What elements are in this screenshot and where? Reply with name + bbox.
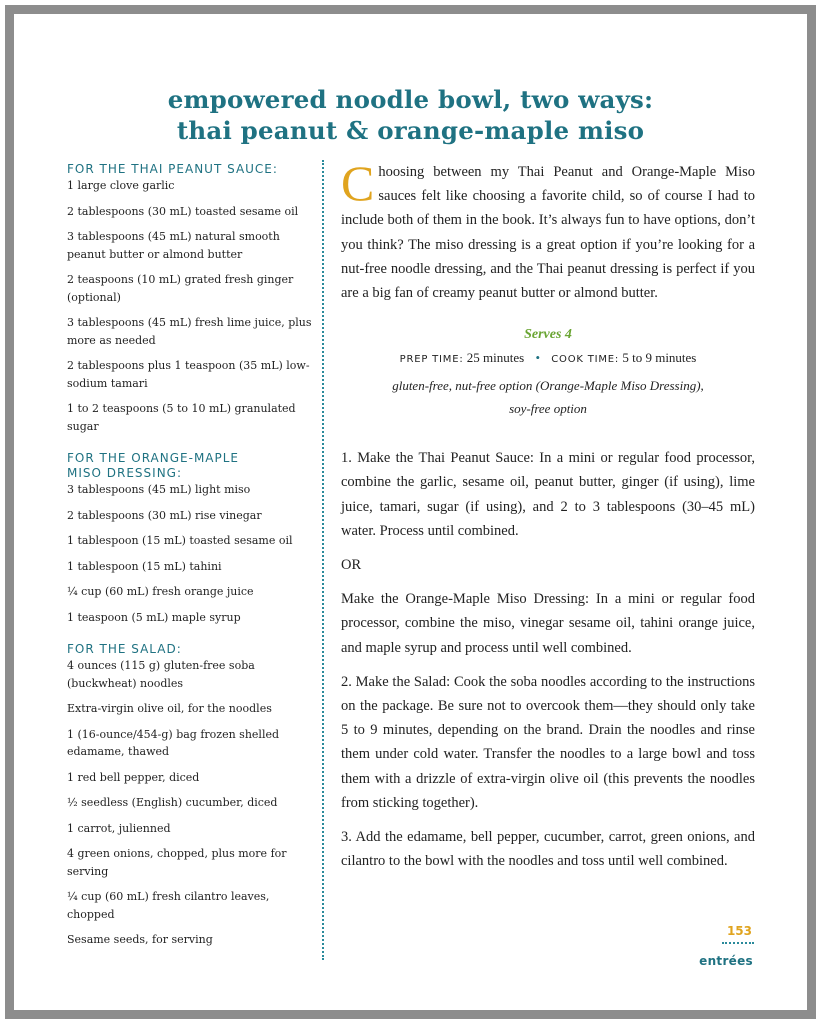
diet-info-line1: gluten-free, nut-free option (Orange-Maple Miso Dressing),	[392, 378, 704, 394]
ingredient-item: 3 tablespoons (45 mL) fresh lime juice, plus more as needed	[67, 316, 312, 347]
miso-heading-line2: MISO DRESSING:	[67, 466, 183, 480]
ingredient-item: 1 teaspoon (5 mL) maple syrup	[67, 610, 241, 624]
ingredient-item: 2 tablespoons plus 1 teaspoon (35 mL) low-sodium tamari	[67, 359, 310, 390]
page-number: 153	[726, 924, 752, 938]
bullet-separator: •	[535, 350, 540, 366]
ingredient-item: 1 carrot, julienned	[67, 821, 171, 835]
prep-time-label: PREP TIME:	[399, 354, 464, 366]
intro-paragraph	[341, 155, 755, 305]
directions-column	[341, 155, 755, 873]
ingredient-item: 3 tablespoons (45 mL) light miso	[67, 483, 251, 496]
step-3: 3. Add the edamame, bell pepper, cucumber, carrot, green onions, and cilantro to the bowl with the noodles and toss until well combined.	[341, 829, 755, 870]
ingredient-item: 1 (16-ounce/454-g) bag frozen shelled edamame, thawed	[67, 727, 280, 758]
time-info	[341, 349, 755, 369]
step-2: 2. Make the Salad: Cook the soba noodles according to the instructions on the package. Be sure not to overcook them—they should only take 5 to 9 minutes, depending on the brand. Drain the noodles and rinse them under cold water. Transfer the noodles to a large bowl and toss them with a drizzle of extra-virgin olive oil (this prevents the noodles from sticking together).	[341, 673, 755, 811]
salad-heading: FOR THE SALAD:	[67, 642, 182, 656]
sauce-ingredient-list	[67, 177, 315, 435]
sauce-heading: FOR THE THAI PEANUT SAUCE:	[67, 162, 278, 176]
miso-heading	[67, 451, 315, 481]
salad-ingredient-list	[67, 657, 315, 949]
recipe-title-line1: empowered noodle bowl, two ways:	[167, 85, 654, 114]
step-1b: Make the Orange-Maple Miso Dressing: In a mini or regular food processor, combine the miso, vinegar sesame oil, tahini orange juice, and maple syrup and process until well combined.	[341, 591, 755, 656]
cook-time-value: 5 to 9 minutes	[622, 350, 697, 366]
ingredient-item: 3 tablespoons (45 mL) natural smooth peanut butter or almond butter	[67, 230, 280, 261]
miso-heading-line1: FOR THE ORANGE-MAPLE	[67, 451, 240, 465]
miso-ingredient-list	[67, 481, 315, 626]
ingredient-item: 2 tablespoons (30 mL) rise vinegar	[67, 508, 262, 522]
serves-label: Serves 4	[524, 327, 572, 343]
step-1: 1. Make the Thai Peanut Sauce: In a mini or regular food processor, combine the garlic, sesame oil, peanut butter, ginger (if using), lime juice, tamari, sugar (if using), and 2 to 3 tablespoons (30–45 mL) water. Process until combined.	[341, 450, 755, 539]
ingredient-item: ½ seedless (English) cucumber, diced	[67, 796, 278, 809]
footer-rule	[722, 942, 754, 944]
section-name: entrées	[699, 954, 753, 968]
drop-cap: C	[341, 155, 375, 211]
ingredients-column	[67, 162, 315, 957]
diet-info	[341, 374, 755, 420]
prep-time-value: 25 minutes	[466, 350, 525, 366]
ingredient-item: ¼ cup (60 mL) fresh cilantro leaves, chopped	[67, 890, 270, 921]
ingredient-item: 4 green onions, chopped, plus more for serving	[67, 847, 287, 878]
ingredient-item: 1 red bell pepper, diced	[67, 770, 200, 784]
ingredient-item: ¼ cup (60 mL) fresh orange juice	[67, 585, 254, 598]
step-or: OR	[341, 557, 362, 574]
ingredient-item: 1 tablespoon (15 mL) tahini	[67, 559, 222, 573]
ingredient-item: 2 teaspoons (10 mL) grated fresh ginger (optional)	[67, 273, 294, 304]
ingredient-item: 2 tablespoons (30 mL) toasted sesame oil	[67, 204, 299, 218]
ingredient-item: 1 tablespoon (15 mL) toasted sesame oil	[67, 534, 293, 547]
column-divider	[322, 160, 324, 960]
diet-info-line2: soy-free option	[509, 401, 587, 417]
directions	[341, 446, 755, 873]
cook-time-label: COOK TIME:	[551, 354, 620, 366]
ingredient-item: 1 to 2 teaspoons (5 to 10 mL) granulated sugar	[67, 402, 296, 433]
ingredient-item: 4 ounces (115 g) gluten-free soba (buckwheat) noodles	[67, 659, 255, 690]
ingredient-item: Extra-virgin olive oil, for the noodles	[67, 702, 272, 715]
intro-text: hoosing between my Thai Peanut and Orange-Maple Miso sauces felt like choosing a favorite child, so of course I had to include both of them in the book. It’s always fun to have options, don’t you think? The miso dressing is a great option if you’re looking for a nut-free noodle dressing, and the Thai peanut dressing is perfect if you are a big fan of creamy peanut butter or almond butter.	[341, 164, 755, 302]
recipe-title	[0, 84, 821, 146]
ingredient-item: 1 large clove garlic	[67, 179, 175, 192]
recipe-title-line2: thai peanut & orange-maple miso	[176, 116, 645, 145]
ingredient-item: Sesame seeds, for serving	[67, 933, 213, 946]
